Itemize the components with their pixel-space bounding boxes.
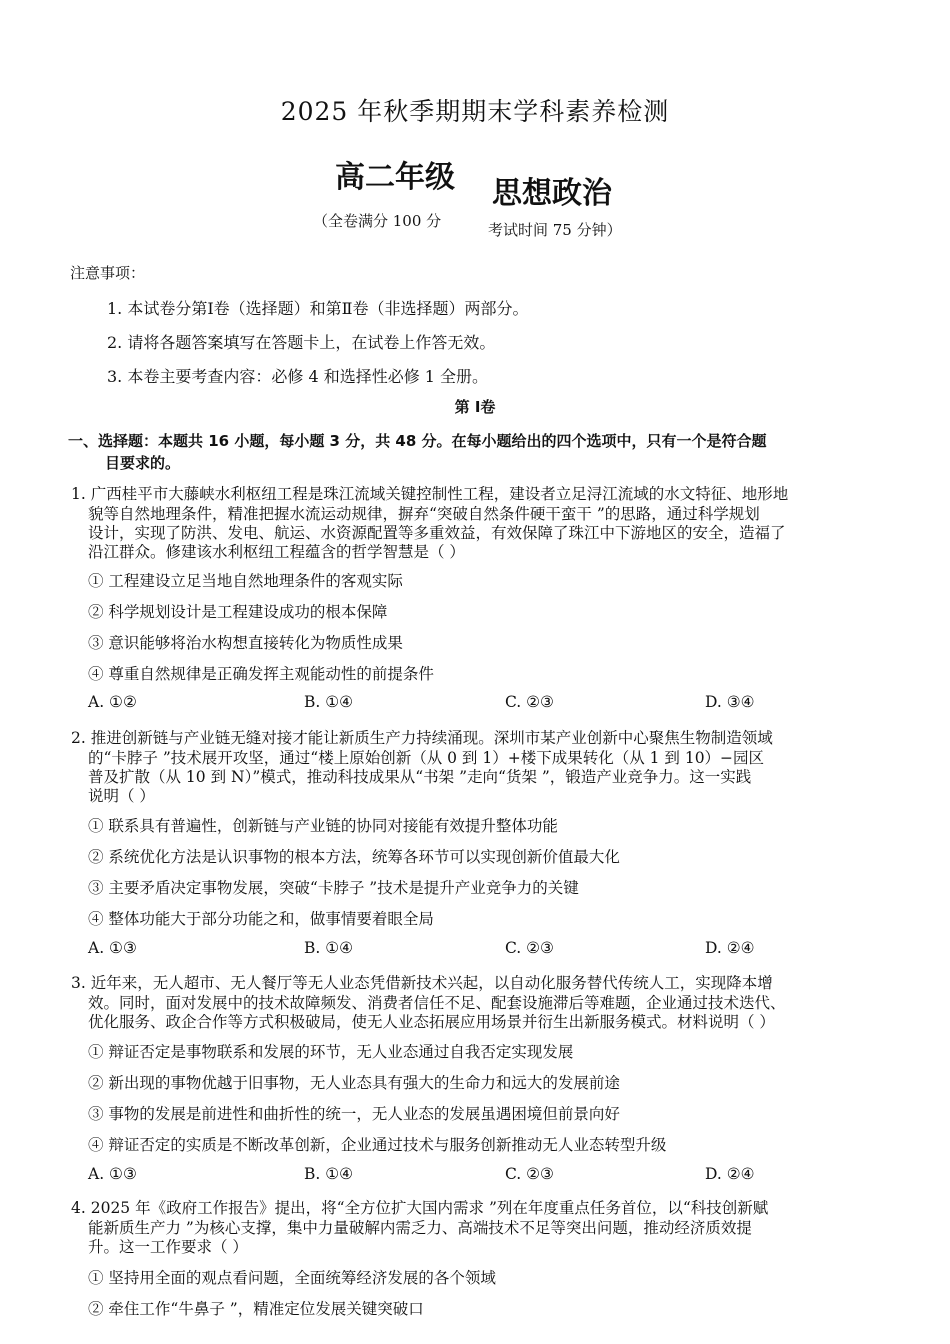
question-1-line: 设计，实现了防洪、发电、航运、水资源配置等多重效益，有效保障了珠江中下游地区的安全，造福了 bbox=[88, 524, 786, 542]
question-2-statement: ② 系统优化方法是认识事物的根本方法，统筹各环节可以实现创新价值最大化 bbox=[88, 848, 620, 866]
question-2-choice-c[interactable]: C. ②③ bbox=[505, 939, 554, 957]
full-score-note: （全卷满分 100 分 bbox=[313, 212, 442, 230]
question-2-line: 2. 推进创新链与产业链无缝对接才能让新质生产力持续涌现。深圳市某产业创新中心聚焦生物制造领域 bbox=[71, 729, 773, 747]
question-2-choice-a[interactable]: A. ①③ bbox=[88, 939, 137, 957]
question-1-choice-b[interactable]: B. ①④ bbox=[304, 693, 354, 711]
question-2-statement: ① 联系具有普遍性，创新链与产业链的协同对接能有效提升整体功能 bbox=[88, 817, 558, 835]
question-2-choice-d[interactable]: D. ②④ bbox=[705, 939, 755, 957]
question-4-statement: ② 牵住工作“牛鼻子 ”，精准定位发展关键突破口 bbox=[88, 1300, 424, 1318]
notice-item: 1. 本试卷分第Ⅰ卷（选择题）和第Ⅱ卷（非选择题）两部分。 bbox=[107, 299, 529, 318]
question-1-line: 1. 广西桂平市大藤峡水利枢纽工程是珠江流域关键控制性工程，建设者立足浔江流域的水文特征、地形地 bbox=[71, 485, 789, 503]
question-3-statement: ③ 事物的发展是前进性和曲折性的统一，无人业态的发展虽遇困境但前景向好 bbox=[88, 1105, 620, 1123]
question-1-choice-c[interactable]: C. ②③ bbox=[505, 693, 554, 711]
question-1-statement: ④ 尊重自然规律是正确发挥主观能动性的前提条件 bbox=[88, 665, 434, 683]
question-2-line: 普及扩散（从 10 到 N）”模式，推动科技成果从“书架 ”走向“货架 ”，锻造产业竞争力。这一实践 bbox=[88, 768, 752, 786]
question-1-choice-a[interactable]: A. ①② bbox=[88, 693, 137, 711]
question-3-line: 效。同时，面对发展中的技术故障频发、消费者信任不足、配套设施滞后等难题，企业通过技术迭代、 bbox=[88, 994, 786, 1012]
question-4-statement: ① 坚持用全面的观点看问题，全面统筹经济发展的各个领域 bbox=[88, 1269, 496, 1287]
question-2-statement: ④ 整体功能大于部分功能之和，做事情要着眼全局 bbox=[88, 910, 434, 928]
notice-title: 注意事项： bbox=[70, 264, 146, 282]
question-4-line: 4. 2025 年《政府工作报告》提出，将“全方位扩大国内需求 ”列在年度重点任务首位，以“科技创新赋 bbox=[71, 1199, 769, 1217]
volume-label: 第 Ⅰ卷 bbox=[454, 398, 496, 416]
question-1-choice-d[interactable]: D. ③④ bbox=[705, 693, 755, 711]
question-3-statement: ② 新出现的事物优越于旧事物，无人业态具有强大的生命力和远大的发展前途 bbox=[88, 1074, 620, 1092]
question-1-statement: ② 科学规划设计是工程建设成功的根本保障 bbox=[88, 603, 388, 621]
question-1-statement: ③ 意识能够将治水构想直接转化为物质性成果 bbox=[88, 634, 403, 652]
notice-item: 3. 本卷主要考查内容：必修 4 和选择性必修 1 全册。 bbox=[107, 367, 489, 386]
exam-title: 2025 年秋季期期末学科素养检测 bbox=[280, 97, 670, 126]
grade-label: 高二年级 bbox=[335, 160, 455, 195]
question-3-line: 3. 近年来，无人超市、无人餐厅等无人业态凭借新技术兴起，以自动化服务替代传统人工，实现降本增 bbox=[71, 974, 773, 992]
notice-item: 2. 请将各题答案填写在答题卡上，在试卷上作答无效。 bbox=[107, 333, 496, 352]
question-4-line: 升。这一工作要求（ ） bbox=[88, 1238, 248, 1256]
question-1-line: 沿江群众。修建该水利枢纽工程蕴含的哲学智慧是（ ） bbox=[88, 543, 465, 561]
question-3-choice-c[interactable]: C. ②③ bbox=[505, 1165, 554, 1183]
question-1-statement: ① 工程建设立足当地自然地理条件的客观实际 bbox=[88, 572, 403, 590]
question-3-statement: ④ 辩证否定的实质是不断改革创新，企业通过技术与服务创新推动无人业态转型升级 bbox=[88, 1136, 667, 1154]
question-2-choice-b[interactable]: B. ①④ bbox=[304, 939, 354, 957]
question-3-choice-d[interactable]: D. ②④ bbox=[705, 1165, 755, 1183]
question-1-line: 貌等自然地理条件，精准把握水流运动规律，摒弃“突破自然条件硬干蛮干 ”的思路，通过科学规划 bbox=[88, 505, 760, 523]
question-3-line: 优化服务、政企合作等方式积极破局，使无人业态拓展应用场景并衍生出新服务模式。材料说明（ ） bbox=[88, 1013, 775, 1031]
subject-label: 思想政治 bbox=[492, 176, 612, 211]
question-3-choice-a[interactable]: A. ①③ bbox=[88, 1165, 137, 1183]
question-3-statement: ① 辩证否定是事物联系和发展的环节，无人业态通过自我否定实现发展 bbox=[88, 1043, 574, 1061]
question-3-choice-b[interactable]: B. ①④ bbox=[304, 1165, 354, 1183]
question-4-line: 能新质生产力 ”为核心支撑，集中力量破解内需乏力、高端技术不足等突出问题，推动经济质效提 bbox=[88, 1219, 752, 1237]
question-2-line: 的“卡脖子 ”技术展开攻坚，通过“楼上原始创新（从 0 到 1）+楼下成果转化（从 1 到 10）−园区 bbox=[88, 749, 765, 767]
section-instructions: 一、选择题：本题共 16 小题，每小题 3 分，共 48 分。在每小题给出的四个选项中，只有一个是符合题 bbox=[68, 432, 767, 450]
question-2-statement: ③ 主要矛盾决定事物发展，突破“卡脖子 ”技术是提升产业竞争力的关键 bbox=[88, 879, 579, 897]
section-instructions-cont: 目要求的。 bbox=[105, 454, 181, 472]
exam-time-note: 考试时间 75 分钟） bbox=[488, 221, 622, 239]
question-2-line: 说明（ ） bbox=[88, 787, 155, 805]
